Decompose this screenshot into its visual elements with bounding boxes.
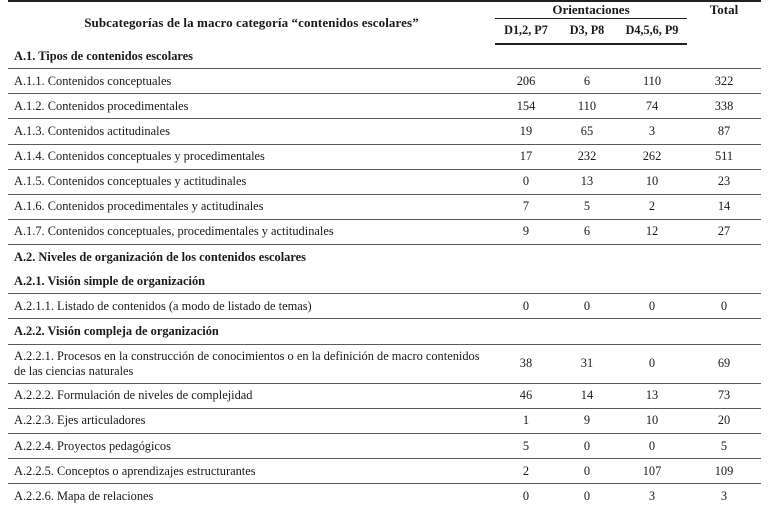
row-label: A.1.4. Contenidos conceptuales y procedimentales xyxy=(8,144,495,169)
row-label: A.1.2. Contenidos procedimentales xyxy=(8,94,495,119)
cell-total: 23 xyxy=(687,169,761,194)
table-row xyxy=(8,383,761,408)
cell-d3p8: 110 xyxy=(557,94,617,119)
cell-d3p8 xyxy=(557,44,617,69)
table-row xyxy=(8,294,761,319)
section-label: A.2.2. Visión compleja de organización xyxy=(8,319,495,344)
cell-d12p7: 7 xyxy=(495,194,557,219)
header-label-column: Subcategorías de la macro categoría “contenidos escolares” xyxy=(8,1,495,44)
cell-total: 69 xyxy=(687,344,761,383)
table-row xyxy=(8,344,761,383)
cell-d3p8: 0 xyxy=(557,459,617,484)
cell-total xyxy=(687,245,761,270)
cell-d12p7 xyxy=(495,44,557,69)
cell-d456p9: 0 xyxy=(617,294,687,319)
cell-d456p9: 10 xyxy=(617,408,687,433)
cell-d3p8 xyxy=(557,245,617,270)
row-label: A.2.1.1. Listado de contenidos (a modo de listado de temas) xyxy=(8,294,495,319)
cell-d3p8 xyxy=(557,269,617,294)
cell-d456p9 xyxy=(617,44,687,69)
cell-d12p7: 2 xyxy=(495,459,557,484)
cell-d456p9 xyxy=(617,245,687,270)
cell-total: 3 xyxy=(720,488,728,503)
cell-d456p9: 110 xyxy=(617,69,687,94)
table-row xyxy=(8,94,761,119)
table-row xyxy=(8,144,761,169)
cell-d12p7 xyxy=(495,319,557,344)
cell-total: 511 xyxy=(687,144,761,169)
cell-d456p9: 13 xyxy=(617,383,687,408)
cell-d12p7: 206 xyxy=(495,69,557,94)
header-subcol-d3p8: D3, P8 xyxy=(557,19,617,45)
cell-d456p9: 0 xyxy=(617,344,687,383)
row-label: A.1.6. Contenidos procedimentales y actitudinales xyxy=(8,194,495,219)
header-total: Total xyxy=(687,1,761,44)
cell-d12p7: 19 xyxy=(495,119,557,144)
cell-d3p8: 5 xyxy=(557,194,617,219)
table-section-row xyxy=(8,319,761,344)
table-row xyxy=(8,219,761,244)
row-label: A.1.1. Contenidos conceptuales xyxy=(8,69,495,94)
cell-total: 0 xyxy=(687,294,761,319)
section-label: A.2. Niveles de organización de los contenidos escolares xyxy=(14,249,306,264)
table-section-row xyxy=(8,269,761,294)
cell-d3p8: 9 xyxy=(557,408,617,433)
cell-total: 322 xyxy=(687,69,761,94)
cell-total xyxy=(687,44,761,69)
section-label: A.2.1. Visión simple de organización xyxy=(8,269,495,294)
header-subcol-d12p7: D1,2, P7 xyxy=(495,19,557,45)
header-group-orientaciones: Orientaciones xyxy=(495,1,687,19)
table-body xyxy=(8,44,761,508)
header-row-primary xyxy=(8,1,761,19)
cell-d3p8: 0 xyxy=(557,294,617,319)
cell-d3p8 xyxy=(557,319,617,344)
table-row xyxy=(8,69,761,94)
cell-d12p7: 0 xyxy=(522,488,530,503)
cell-total xyxy=(687,319,761,344)
cell-total: 73 xyxy=(687,383,761,408)
cell-total: 5 xyxy=(687,434,761,459)
section-label: A.1. Tipos de contenidos escolares xyxy=(8,44,495,69)
cell-d3p8: 0 xyxy=(557,434,617,459)
cell-d456p9: 2 xyxy=(617,194,687,219)
cell-d12p7: 0 xyxy=(495,294,557,319)
table-row xyxy=(8,119,761,144)
row-label: A.1.3. Contenidos actitudinales xyxy=(8,119,495,144)
header-subcol-d456p9: D4,5,6, P9 xyxy=(617,19,687,45)
cell-d3p8: 31 xyxy=(557,344,617,383)
table-row xyxy=(8,459,761,484)
row-label: A.2.2.5. Conceptos o aprendizajes estructurantes xyxy=(8,459,495,484)
cell-total: 109 xyxy=(687,459,761,484)
cell-d3p8: 13 xyxy=(557,169,617,194)
row-label: A.2.2.6. Mapa de relaciones xyxy=(14,488,154,503)
cell-d3p8: 65 xyxy=(557,119,617,144)
table-section-row xyxy=(8,245,761,270)
cell-d3p8: 6 xyxy=(557,69,617,94)
row-label: A.2.2.2. Formulación de niveles de complejidad xyxy=(8,383,495,408)
cell-d3p8: 0 xyxy=(583,488,591,503)
cell-d456p9: 107 xyxy=(617,459,687,484)
row-label: A.1.7. Contenidos conceptuales, procedimentales y actitudinales xyxy=(8,219,495,244)
row-label: A.2.2.1. Procesos en la construcción de conocimientos o en la definición de macro contenidos de las ciencias naturales xyxy=(8,344,495,383)
cell-total: 338 xyxy=(687,94,761,119)
cell-d456p9: 3 xyxy=(648,488,656,503)
cell-d12p7: 154 xyxy=(495,94,557,119)
row-label: A.2.2.4. Proyectos pedagógicos xyxy=(8,434,495,459)
cell-d456p9: 262 xyxy=(617,144,687,169)
cell-total xyxy=(687,269,761,294)
table-row xyxy=(8,408,761,433)
cell-d456p9 xyxy=(617,319,687,344)
table-row xyxy=(8,169,761,194)
cell-d3p8: 232 xyxy=(557,144,617,169)
table-row xyxy=(8,194,761,219)
cell-total: 87 xyxy=(687,119,761,144)
cell-total: 27 xyxy=(687,219,761,244)
cell-d12p7: 0 xyxy=(495,169,557,194)
table-row xyxy=(8,434,761,459)
cell-d12p7 xyxy=(495,269,557,294)
cell-d456p9: 10 xyxy=(617,169,687,194)
subcategories-table xyxy=(8,0,761,508)
cell-total: 14 xyxy=(687,194,761,219)
cell-total: 20 xyxy=(687,408,761,433)
cell-d12p7: 17 xyxy=(495,144,557,169)
cell-d12p7: 46 xyxy=(495,383,557,408)
cell-d3p8: 6 xyxy=(557,219,617,244)
cell-d456p9: 0 xyxy=(617,434,687,459)
cell-d12p7: 5 xyxy=(495,434,557,459)
row-label: A.2.2.3. Ejes articuladores xyxy=(8,408,495,433)
cell-d12p7: 9 xyxy=(495,219,557,244)
cell-d12p7: 1 xyxy=(495,408,557,433)
cell-d456p9: 74 xyxy=(617,94,687,119)
row-label: A.1.5. Contenidos conceptuales y actitudinales xyxy=(8,169,495,194)
table-section-row xyxy=(8,44,761,69)
cell-d12p7 xyxy=(495,245,557,270)
cell-d456p9: 12 xyxy=(617,219,687,244)
cell-d456p9: 3 xyxy=(617,119,687,144)
cell-d3p8: 14 xyxy=(557,383,617,408)
table-row xyxy=(8,484,761,509)
table-head xyxy=(8,1,761,44)
cell-d12p7: 38 xyxy=(495,344,557,383)
cell-d456p9 xyxy=(617,269,687,294)
